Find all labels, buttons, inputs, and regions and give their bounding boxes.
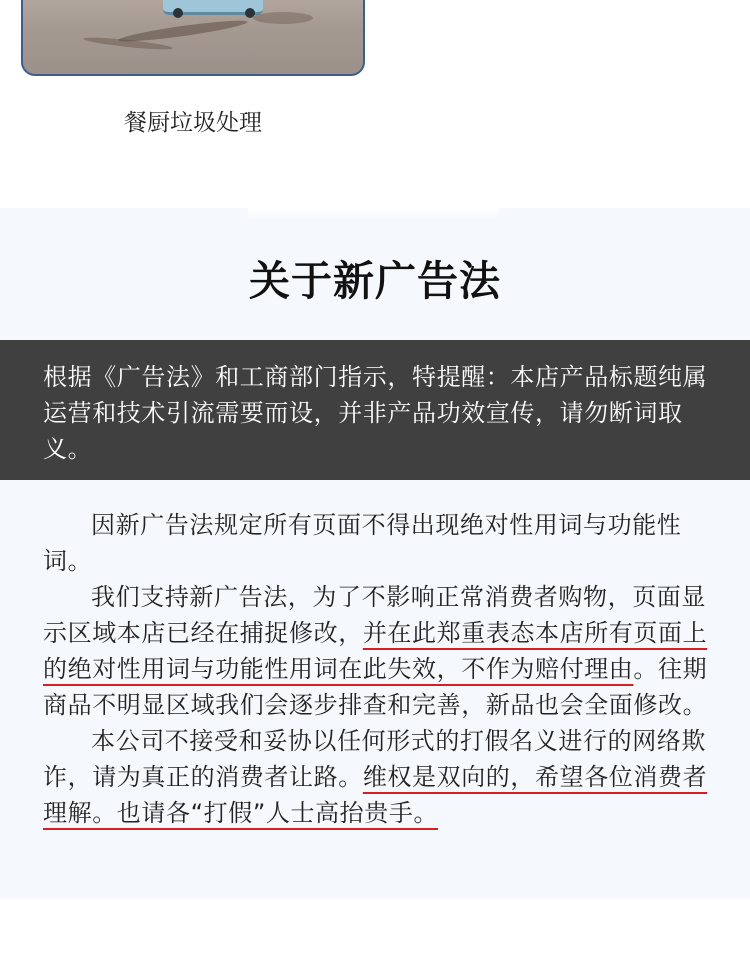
paragraph-3-underlined: 维权是双向的，希望各位消费者理解。也请各“打假”人士高抬贵手。 bbox=[43, 763, 708, 827]
paragraph-2-underlined: 并在此郑重表态本店所有页面上的绝对性用词与功能性用词在此失效，不作为赔付理由 bbox=[43, 619, 708, 683]
top-glow bbox=[248, 208, 498, 220]
notice-banner bbox=[0, 340, 750, 480]
top-area bbox=[0, 0, 750, 208]
paragraph-3 bbox=[43, 723, 711, 831]
paragraph-1: 因新广告法规定所有页面不得出现绝对性用词与功能性词。 bbox=[43, 511, 682, 575]
heading-wrap bbox=[0, 248, 750, 307]
paragraph-3-start: 本公司不接受和妥协以任何形式的打假名义进行的网络欺诈，请为真正的消费者让路。 bbox=[43, 727, 706, 791]
paragraph-2-end: 。往期商品不明显区域我们会逐步排查和完善，新品也会全面修改。 bbox=[43, 655, 708, 719]
ad-law-section bbox=[0, 208, 750, 898]
paragraph-2-start: 我们支持新广告法，为了不影响正常消费者购物，页面显示区域本店已经在捕捉修改， bbox=[43, 583, 706, 647]
product-photo bbox=[21, 0, 365, 76]
wheel-left bbox=[173, 8, 183, 18]
section-title: 关于新广告法 bbox=[249, 257, 501, 305]
paragraph-2 bbox=[43, 579, 711, 723]
stain bbox=[253, 12, 313, 24]
notice-text: 根据《广告法》和工商部门指示，特提醒：本店产品标题纯属运营和技术引流需要而设，并非产品功效宣传，请勿断词取义。 bbox=[43, 363, 708, 463]
statement-body bbox=[43, 507, 711, 831]
photo-caption: 餐厨垃圾处理 bbox=[124, 110, 262, 136]
